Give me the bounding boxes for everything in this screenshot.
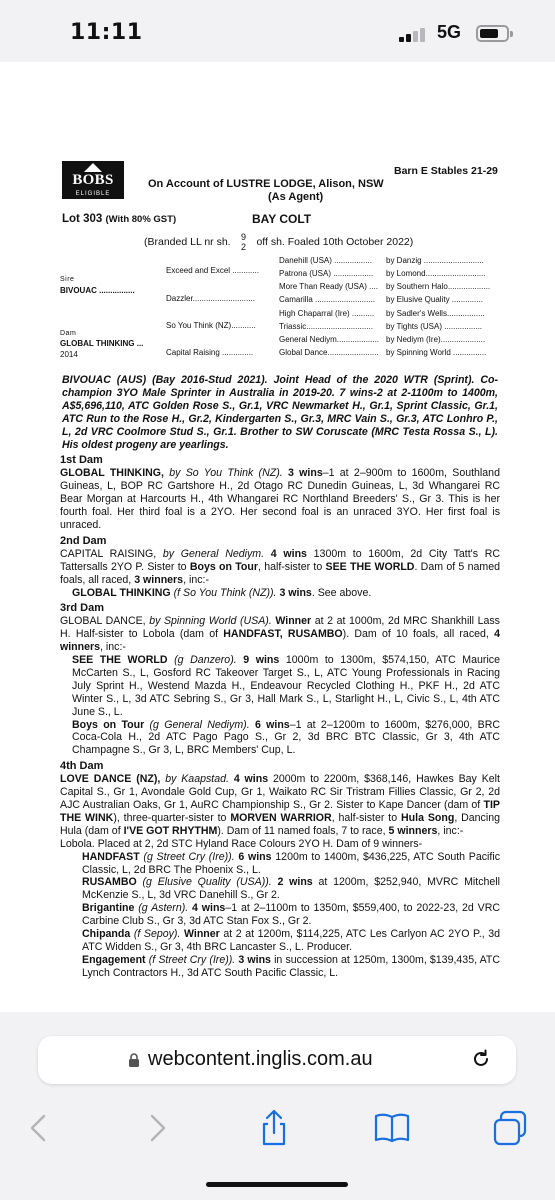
forward-icon[interactable]: [136, 1108, 176, 1148]
address-bar[interactable]: [38, 1036, 516, 1084]
home-indicator[interactable]: [206, 1182, 348, 1187]
second-dam-text: CAPITAL RAISING, by General Nediym. 4 wins 1300m to 1600m, 2d City Tatt's RC Tattersalls 2YO P. Sister to Boys on Tour, half-sister to SEE THE WORLD. Dam of 5 named foals, all raced, 3 winners, inc:-: [60, 547, 500, 586]
status-time: 11:11: [70, 20, 143, 45]
agent-note: (As Agent): [268, 191, 324, 203]
second-dam-progeny: GLOBAL THINKING (f So You Think (NZ)). 3 wins. See above.: [72, 586, 372, 599]
bookmarks-icon[interactable]: [372, 1108, 412, 1148]
back-icon[interactable]: [20, 1108, 60, 1148]
vendor: On Account of LUSTRE LODGE, Alison, NSW: [148, 178, 384, 190]
share-icon[interactable]: [254, 1108, 294, 1148]
signal-icon: [399, 26, 429, 42]
url-text[interactable]: webcontent.inglis.com.au: [148, 1048, 373, 1070]
third-dam-progeny-2: Boys on Tour (g General Nediym). 6 wins–1 at 2–1200m to 1600m, $276,000, BRC Coca-Cola H., 2d ATC Pago Pago S., Gr 2, 3d BRC BTC Classic, Gr 3, 4th ATC Champagne S., Gr 3, L, BRC Members' Cup, L.: [72, 718, 500, 757]
fourth-dam-text: LOVE DANCE (NZ), by Kaapstad. 4 wins 2000m to 2200m, $368,146, Hawkes Bay Kelt Capital S., Gr 1, Avondale Gold Cup, Gr 1, Waikato RC Sir Tristram Fillies Classic, Gr 2, 2d AJC Australian Oaks, Gr 1, AuRC Championship S., Gr 2. Sister to Kape Dancer (dam of TIP THE WINK), three-quarter-sister to MORVEN WARRIOR, half-sister to Hula Song, Dancing Hula (dam of I'VE GOT RHYTHM). Dam of 11 named foals, 7 to race, 5 winners, inc:-: [60, 773, 500, 837]
third-dam-heading: 3rd Dam: [60, 602, 105, 615]
browser-toolbar: [0, 1108, 555, 1148]
dam-name: GLOBAL THINKING ...: [60, 339, 144, 348]
fourth-dam-progeny-2: RUSAMBO (g Elusive Quality (USA)). 2 wins at 1200m, $252,940, MVRC Mitchell McKenzie S., L, 3d VRC Danehill S., Gr 2.: [82, 876, 500, 902]
bobs-logo: BOBS ELIGIBLE: [62, 161, 124, 199]
battery-icon: [476, 25, 509, 42]
third-dam-text: GLOBAL DANCE, by Spinning World (USA). Winner at 2 at 1000m, 2d MRC Shankhill Lass H. Half-sister to Lobola (dam of HANDFAST, RUSAMBO). Dam of 10 foals, all raced, 4 winners, inc:-: [60, 615, 500, 654]
first-dam-heading: 1st Dam: [60, 454, 103, 467]
fourth-dam-progeny-4: Chipanda (f Sepoy). Winner at 2 at 1200m, $114,225, ATC Les Carlyon AC 2YO P., 3d ATC Widden S., Gr 3, 4th BRC Lancaster S., L. Producer.: [82, 928, 500, 953]
status-bar: [0, 0, 555, 62]
fourth-dam-progeny-5: Engagement (f Street Cry (Ire)). 3 wins in succession at 1250m, 1300m, $139,435, ATC Lynch Contractors H., 3d ATC South Pacific Classic, L.: [82, 953, 500, 979]
lot-number: Lot 303 (With 80% GST): [62, 213, 177, 225]
fourth-dam-progeny-3: Brigantine (g Astern). 4 wins–1 at 2–1100m to 1350m, $559,400, to 2022-23, 2d VRC Carbine Club S., Gr 3, 3d ATC Stan Fox S., Gr 2.: [82, 902, 500, 928]
third-dam-progeny-1: SEE THE WORLD (g Danzero). 9 wins 1000m to 1300m, $574,150, ATC Maurice McCarten S., L, Gosford RC Takeover Target S., L, ATC Young Professionals in Racing July Sprint H., Westend Mazda H., Endeavour Recycled Clothing H., PKF H., 2d ATC Winter S., L, 3d ATC Sebring S., Gr 3, Hall Mark S., L, Starlight H., L, Civic S., L, 4th ATC June S., L.: [72, 654, 500, 718]
sire-summary: BIVOUAC (AUS) (Bay 2016-Stud 2021). Joint Head of the 2020 WTR (Sprint). Co-champion 3YO Male Sprinter in Australia in 2019-20. 7 wins-2 at 2-1100m to 1400m, A$5,696,110, ATC Golden Rose S., Gr.1, VRC Newmarket H., Gr.1, Sprint Classic, Gr.1, ATC Run to the Rose H., Gr.2, Kindergarten S., Gr.3, MRC Vain S., Gr.3, ATC Lonhro P., L, 2d VRC Coolmore Stud S., Gr.1. Brother to SW Coruscate (MRC Testa Rossa S., L). His oldest progeny are yearlings.: [62, 374, 498, 451]
sire-name: BIVOUAC ................: [60, 286, 135, 295]
network-label: 5G: [437, 22, 462, 42]
second-dam-heading: 2nd Dam: [60, 534, 107, 547]
brand-line: (Branded LL nr sh. 9 2 off sh. Foaled 10th October 2022): [144, 232, 414, 252]
reload-icon[interactable]: [470, 1048, 492, 1070]
lock-icon: [128, 1053, 140, 1068]
lobola-line: Lobola. Placed at 2, 2d STC Hyland Race Colours 2YO H. Dam of 9 winners-: [60, 837, 423, 850]
pedigree-table: Sire BIVOUAC ................ Dam GLOBAL THINKING ... 2014 Exceed and Excel ............ Dazzler............................ So You Think (NZ)........... Capital Raising .............. Danehill (USA) ................. Patrona (USA) .................. More Than Ready (USA) .... Camarilla ........................... High Chaparral (Ire) .......... Triassic.............................. General Nediym................... Global Dance....................... by Danzig ........................... by Lomond........................... by Southern Halo................... by Elusive Quality .............. by Sadler's Wells................. by Tights (USA) ................. by Nediym (Ire).................... by Spinning World ...............: [60, 256, 491, 359]
fourth-dam-heading: 4th Dam: [60, 760, 104, 773]
tabs-icon[interactable]: [490, 1108, 530, 1148]
first-dam-text: GLOBAL THINKING, by So You Think (NZ). 3 wins–1 at 2–900m to 1600m, Southland Guineas, L, BOP RC Gartshore H., 2d Otago RC Dunedin Guineas, L, 3d Whangarei RC Bear Morgan at Harcourts H., 4th Whangarei RC Northland Breeders' S., Gr 3. This is her fourth foal. Her third foal is a 2YO. Her second foal is an unraced 3YO. Her first foal is unraced.: [60, 467, 500, 531]
browser-bottom-bar: [0, 1012, 555, 1200]
fourth-dam-progeny-1: HANDFAST (g Street Cry (Ire)). 6 wins 1200m to 1400m, $436,225, ATC South Pacific Classic, L, 2d BRC The Phoenix S., L.: [82, 850, 500, 876]
pdf-viewer[interactable]: [0, 62, 555, 1012]
barn-location: Barn E Stables 21-29: [394, 165, 498, 177]
horse-sex: BAY COLT: [252, 212, 312, 226]
pedigree-notes: [60, 374, 500, 980]
